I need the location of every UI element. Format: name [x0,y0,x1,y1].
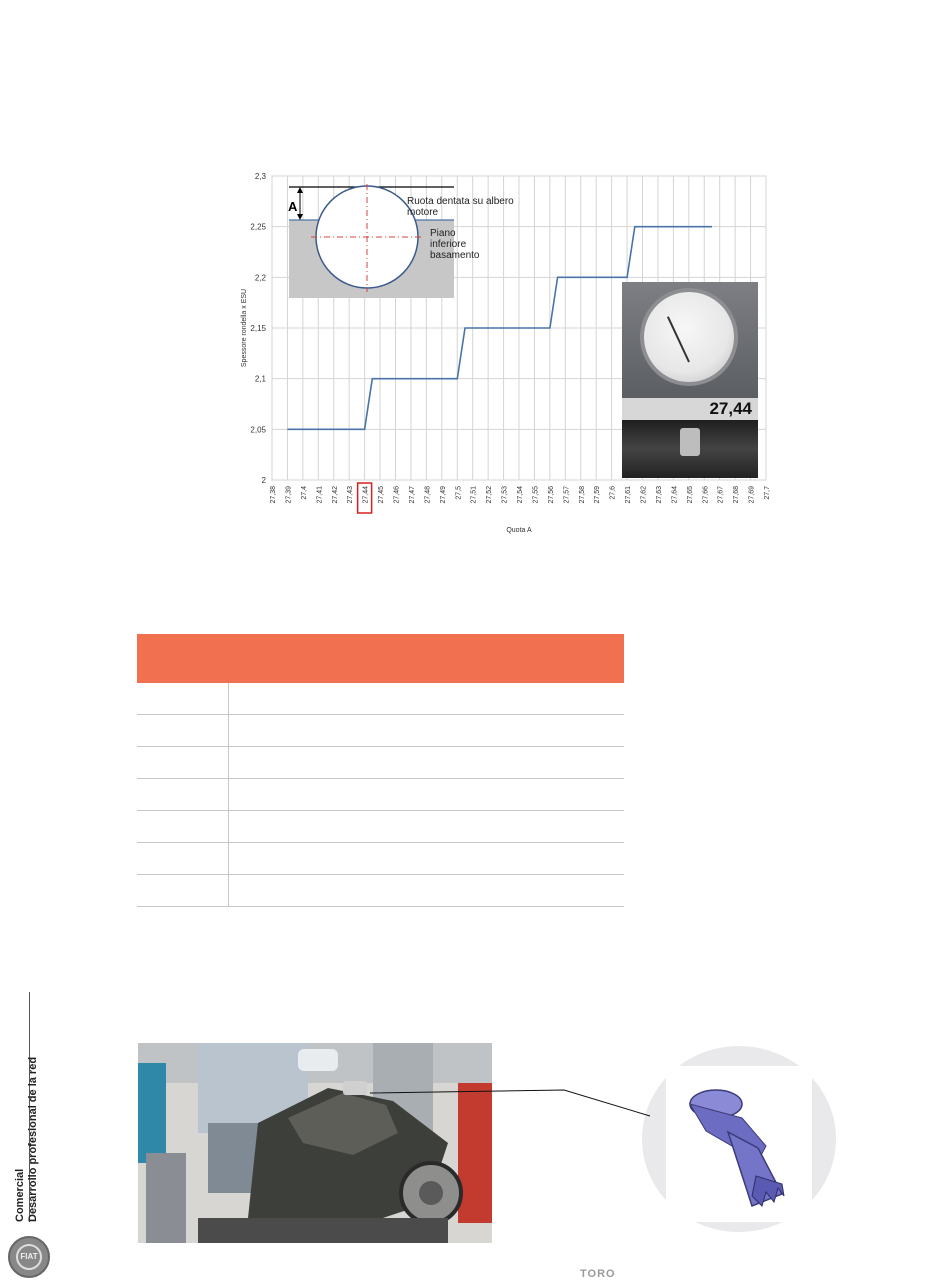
engine-photo-drawing [138,1043,492,1243]
brand-logo-text: FIAT [16,1244,42,1270]
sidebar-line-network: Desarrollo profesional de la red [27,1056,39,1222]
table-row [137,843,624,875]
y-tick-label: 2,05 [250,425,266,435]
table-cell-value [229,843,624,874]
sidebar-line-commercial: Comercial [14,1168,26,1222]
table-row [137,779,624,811]
x-tick-label: 27,54 [517,486,524,504]
table-cell-key [137,875,228,906]
table-row [137,811,624,843]
x-tick-label: 27,49 [439,486,447,504]
y-tick-label: 2,1 [254,374,266,384]
table-cell-key [137,715,228,746]
gauge-reading-value: 27,44 [709,399,752,418]
table-cell-value [229,779,624,810]
x-tick-label: 27,38 [270,486,277,504]
table-cell-value [229,811,624,842]
x-tick-label: 27,58 [578,486,586,504]
x-tick-label: 27,47 [408,486,416,504]
x-tick-label: 27,43 [347,486,355,504]
y-tick-label: 2,2 [254,273,266,283]
y-axis-title: Spessore rondella x ESU [241,288,248,368]
x-tick-label: 27,48 [424,486,432,504]
x-tick-label: 27,64 [671,486,679,504]
x-tick-label: 27,56 [547,486,555,504]
x-tick-label: 27,63 [655,486,663,504]
dial-face [640,288,738,386]
dial-gauge-photo [622,282,758,478]
table-row [137,875,624,907]
x-tick-label: 27,4 [300,486,308,500]
wheel-label: Ruota dentata su albero motore [407,196,514,218]
x-tick-label: 27,44 [362,486,370,504]
x-tick-label: 27,53 [501,486,509,504]
engine-assembly-photo [138,1043,492,1243]
technician-left-shirt [138,1063,166,1163]
gauge-photo-upper [622,282,758,398]
gauge-photo-lower [622,420,758,478]
x-tick-label: 27,66 [702,486,710,504]
table-cell-key [137,811,228,842]
x-tick-label: 27,5 [455,486,463,500]
x-tick-label: 27,41 [316,486,324,504]
sidebar-caption [14,992,40,1222]
x-tick-label: 27,57 [563,486,571,504]
brand-logo [8,1236,50,1278]
x-tick-label: 27,69 [748,486,756,504]
installed-tool [343,1081,367,1095]
x-tick-label: 27,59 [594,486,602,504]
table-cell-value [229,715,624,746]
x-tick-label: 27,46 [393,486,401,504]
dimension-a-letter: A [288,199,298,214]
x-tick-label: 27,61 [625,486,633,504]
x-tick-label: 27,68 [733,486,741,504]
x-tick-label: 27,55 [532,486,540,504]
table-cell-value [229,747,624,778]
x-tick-label: 27,65 [686,486,694,504]
tool-detail-card [666,1066,812,1222]
x-tick-label: 27,6 [609,486,617,500]
x-tick-label: 27,67 [717,486,725,504]
y-tick-label: 2,3 [254,172,266,181]
table-header [137,634,624,683]
table-cell-key [137,779,228,810]
table-row [137,683,624,715]
dimension-a-arrowhead-top [297,187,303,193]
y-tick-label: 2 [261,476,266,485]
data-table [137,634,624,907]
plane-label: Piano inferiore basamento [430,228,480,261]
x-tick-label: 27,45 [378,486,386,504]
table-cell-value [229,683,624,714]
tool-detail-circle [642,1046,836,1232]
x-tick-label: 27,42 [331,486,339,504]
table-row [137,715,624,747]
x-tick-label: 27,52 [486,486,494,504]
dimension-a-arrowhead-bottom [297,214,303,220]
x-tick-label: 27,62 [640,486,648,504]
table-row [137,747,624,779]
table-cell-value [229,875,624,906]
y-tick-label: 2,25 [250,222,266,232]
table-cell-key [137,683,228,714]
flywheel-hub [419,1181,443,1205]
y-tick-label: 2,15 [250,324,266,333]
table-cell-key [137,747,228,778]
technician-left-trousers [146,1153,186,1243]
engine-stand [198,1218,448,1243]
x-tick-label: 27,7 [764,486,771,500]
crankshaft-diagram [288,178,514,302]
red-cabinet [458,1083,492,1223]
x-tick-label: 27,39 [285,486,293,504]
x-tick-label: 27,51 [470,486,478,504]
table-body [137,683,624,907]
tool-drawing [666,1066,812,1222]
footer-brand-mark: TORO [580,1268,616,1280]
x-axis-title: Quota A [506,527,532,534]
shim-thickness-chart [236,166,776,536]
technician-glove [298,1049,338,1071]
table-cell-key [137,843,228,874]
